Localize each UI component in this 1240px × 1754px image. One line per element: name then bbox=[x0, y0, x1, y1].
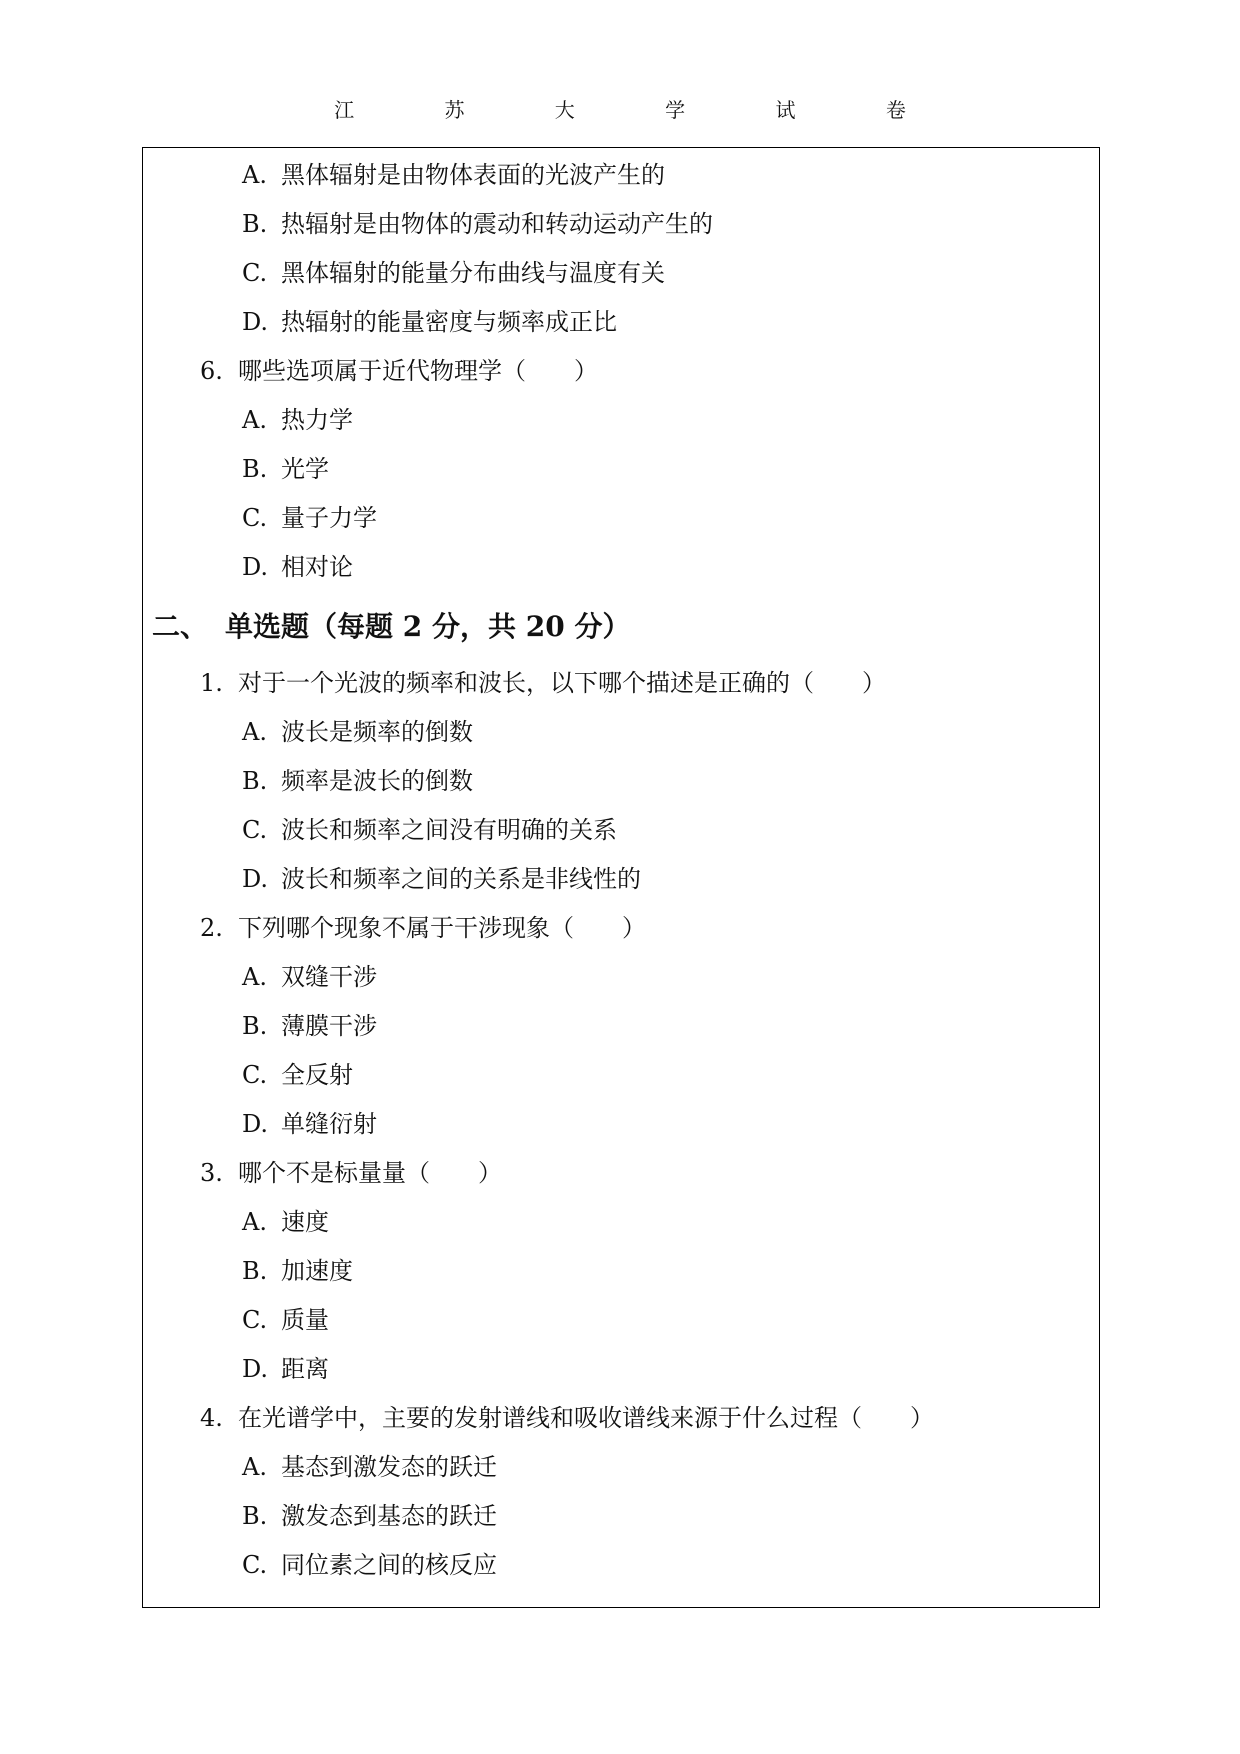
option-label: A. bbox=[242, 406, 267, 434]
option-row bbox=[242, 249, 665, 298]
option-text: 热辐射是由物体的震动和转动运动产生的 bbox=[281, 210, 713, 238]
option-label: D. bbox=[242, 308, 269, 336]
option-text: 黑体辐射是由物体表面的光波产生的 bbox=[281, 161, 665, 189]
question-text: 在光谱学中，主要的发射谱线和吸收谱线来源于什么过程（ ） bbox=[238, 1404, 934, 1432]
option-label: C. bbox=[242, 504, 268, 532]
option-row bbox=[242, 806, 617, 855]
question-text: 哪些选项属于近代物理学（ ） bbox=[238, 357, 598, 385]
option-text: 波长和频率之间没有明确的关系 bbox=[281, 816, 617, 844]
section-heading bbox=[152, 597, 630, 657]
section-title: 单选题（每题 2 分，共 20 分） bbox=[225, 610, 631, 643]
option-label: C. bbox=[242, 259, 268, 287]
option-row bbox=[242, 1051, 353, 1100]
option-row bbox=[242, 1002, 377, 1051]
section-number: 二、 bbox=[152, 610, 209, 643]
option-row bbox=[242, 298, 617, 347]
option-text: 质量 bbox=[281, 1306, 329, 1334]
option-text: 热辐射的能量密度与频率成正比 bbox=[281, 308, 617, 336]
option-text: 量子力学 bbox=[281, 504, 377, 532]
question-stem bbox=[200, 659, 886, 708]
question-text: 下列哪个现象不属于干涉现象（ ） bbox=[238, 914, 646, 942]
option-text: 光学 bbox=[281, 455, 329, 483]
option-row bbox=[242, 1198, 329, 1247]
option-row bbox=[242, 151, 665, 200]
option-label: B. bbox=[242, 767, 268, 795]
option-label: A. bbox=[242, 161, 267, 189]
option-text: 黑体辐射的能量分布曲线与温度有关 bbox=[281, 259, 665, 287]
option-label: B. bbox=[242, 455, 268, 483]
question-stem bbox=[200, 1394, 934, 1443]
question-number: 3. bbox=[200, 1159, 223, 1187]
option-label: D. bbox=[242, 1355, 269, 1383]
option-text: 相对论 bbox=[281, 553, 353, 581]
option-row bbox=[242, 543, 353, 592]
option-text: 波长和频率之间的关系是非线性的 bbox=[281, 865, 641, 893]
option-text: 同位素之间的核反应 bbox=[281, 1551, 497, 1579]
option-text: 薄膜干涉 bbox=[281, 1012, 377, 1040]
option-row bbox=[242, 1100, 377, 1149]
option-label: C. bbox=[242, 1061, 268, 1089]
question-number: 6. bbox=[200, 357, 223, 385]
question-stem bbox=[200, 347, 598, 396]
option-text: 加速度 bbox=[281, 1257, 353, 1285]
question-stem bbox=[200, 904, 646, 953]
option-label: B. bbox=[242, 1502, 268, 1530]
option-row bbox=[242, 1247, 353, 1296]
option-text: 基态到激发态的跃迁 bbox=[281, 1453, 497, 1481]
exam-header-title: 江 苏 大 学 试 卷 bbox=[334, 98, 948, 122]
option-label: D. bbox=[242, 865, 269, 893]
option-label: C. bbox=[242, 1551, 268, 1579]
option-row bbox=[242, 445, 329, 494]
option-row bbox=[242, 1541, 497, 1590]
option-label: A. bbox=[242, 963, 267, 991]
option-text: 激发态到基态的跃迁 bbox=[281, 1502, 497, 1530]
option-row bbox=[242, 953, 377, 1002]
option-label: B. bbox=[242, 1257, 268, 1285]
option-label: C. bbox=[242, 816, 268, 844]
option-text: 双缝干涉 bbox=[281, 963, 377, 991]
option-text: 热力学 bbox=[281, 406, 353, 434]
option-text: 速度 bbox=[281, 1208, 329, 1236]
option-label: A. bbox=[242, 1453, 267, 1481]
option-row bbox=[242, 1296, 329, 1345]
option-row bbox=[242, 494, 377, 543]
option-label: B. bbox=[242, 1012, 268, 1040]
option-text: 全反射 bbox=[281, 1061, 353, 1089]
question-text: 哪个不是标量量（ ） bbox=[238, 1159, 502, 1187]
option-label: A. bbox=[242, 1208, 267, 1236]
option-text: 单缝衍射 bbox=[281, 1110, 377, 1138]
option-label: B. bbox=[242, 210, 268, 238]
option-text: 距离 bbox=[281, 1355, 329, 1383]
option-row bbox=[242, 855, 641, 904]
question-number: 1. bbox=[200, 669, 223, 697]
option-label: D. bbox=[242, 553, 269, 581]
option-row bbox=[242, 1443, 497, 1492]
option-row bbox=[242, 1492, 497, 1541]
option-text: 波长是频率的倒数 bbox=[281, 718, 473, 746]
option-label: A. bbox=[242, 718, 267, 746]
option-label: C. bbox=[242, 1306, 268, 1334]
option-label: D. bbox=[242, 1110, 269, 1138]
option-row bbox=[242, 396, 353, 445]
option-row bbox=[242, 200, 713, 249]
option-text: 频率是波长的倒数 bbox=[281, 767, 473, 795]
option-row bbox=[242, 1345, 329, 1394]
option-row bbox=[242, 708, 473, 757]
question-text: 对于一个光波的频率和波长，以下哪个描述是正确的（ ） bbox=[238, 669, 886, 697]
question-number: 2. bbox=[200, 914, 223, 942]
question-stem bbox=[200, 1149, 502, 1198]
question-number: 4. bbox=[200, 1404, 223, 1432]
option-row bbox=[242, 757, 473, 806]
